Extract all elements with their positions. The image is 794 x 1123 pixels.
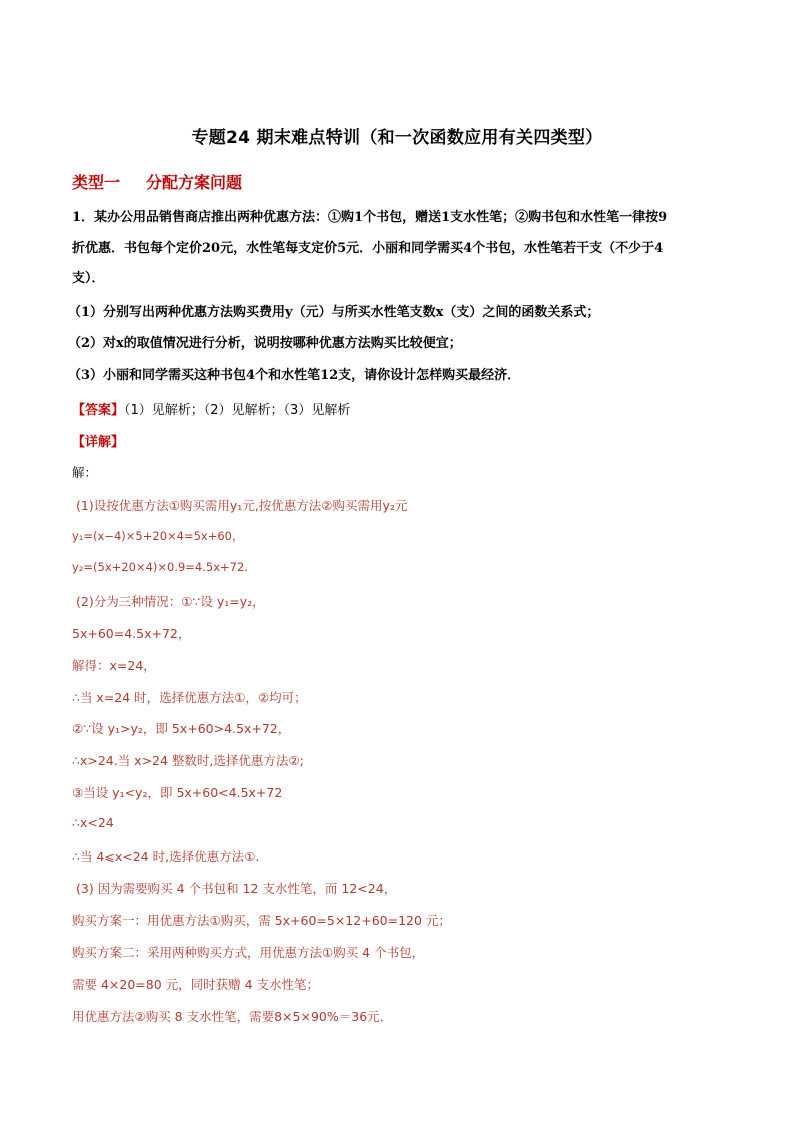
section-heading: [72, 170, 242, 193]
solution-line: y₁=(x−4)×5+20×4=5x+60，: [72, 529, 244, 543]
solution-line: ∴x>24.当 x>24 整数时,选择优惠方法②;: [72, 753, 304, 768]
solution-line: 购买方案一：用优惠方法①购买，需 5x+60=5×12+60=120 元；: [72, 913, 451, 928]
solution-intro: 解：: [72, 465, 98, 480]
solution-line: ∴x<24: [72, 815, 114, 830]
solution-line: ∴当 x=24 时，选择优惠方法①，②均可；: [72, 690, 307, 705]
solution-line: ∴当 4⩽x<24 时,选择优惠方法①.: [72, 849, 260, 864]
answer-text: （1）见解析；（2）见解析；（3）见解析: [124, 403, 351, 418]
solution-line: 购买方案二：采用两种购买方式，用优惠方法①购买 4 个书包，: [72, 945, 425, 960]
solution-line: (1)设按优惠方法①购买需用y₁元,按优惠方法②购买需用y₂元: [76, 498, 408, 513]
solution-line: ③当设 y₁<y₂，即 5x+60<4.5x+72: [72, 785, 283, 800]
solution-line: ②∵设 y₁>y₂，即 5x+60>4.5x+72，: [72, 721, 291, 736]
solution-line: (3) 因为需要购买 4 个书包和 12 支水性笔，而 12<24，: [76, 881, 397, 896]
answer-tag: 【答案】: [72, 403, 125, 418]
question-3: （3）小丽和同学需买这种书包4个和水性笔12支，请你设计怎样购买最经济．: [68, 368, 521, 383]
problem-stem-line: 1．某办公用品销售商店推出两种优惠方法：①购1个书包，赠送1支水性笔；②购书包和水性笔一律按9: [72, 210, 668, 225]
problem-stem-line: 支）．: [72, 271, 105, 286]
solution-line: 需要 4×20=80 元，同时获赠 4 支水性笔；: [72, 977, 320, 992]
question-2: （2）对x的取值情况进行分析，说明按哪种优惠方法购买比较便宜；: [68, 336, 462, 351]
section-name: 分配方案问题: [146, 173, 243, 192]
page-title: 专题24 期末难点特训（和一次函数应用有关四类型）: [191, 128, 603, 148]
solution-line: 用优惠方法②购买 8 支水性笔，需要8×5×90%＝36元．: [72, 1009, 393, 1024]
problem-stem-line: 折优惠．书包每个定价20元，水性笔每支定价5元．小丽和同学需买4个书包，水性笔若干支（不少于4: [72, 241, 664, 256]
solution-line: 解得：x=24，: [72, 658, 156, 673]
detail-tag: 【详解】: [72, 435, 125, 450]
section-label: 类型一: [72, 173, 121, 192]
question-1: （1）分别写出两种优惠方法购买费用y（元）与所买水性笔支数x（支）之间的函数关系式；: [68, 305, 600, 320]
answer-line: [72, 399, 350, 418]
solution-line: (2)分为三种情况：①∵设 y₁=y₂，: [76, 594, 265, 609]
solution-line: 5x+60=4.5x+72，: [72, 626, 191, 641]
solution-line: y₂=(5x+20×4)×0.9=4.5x+72.: [72, 560, 248, 574]
